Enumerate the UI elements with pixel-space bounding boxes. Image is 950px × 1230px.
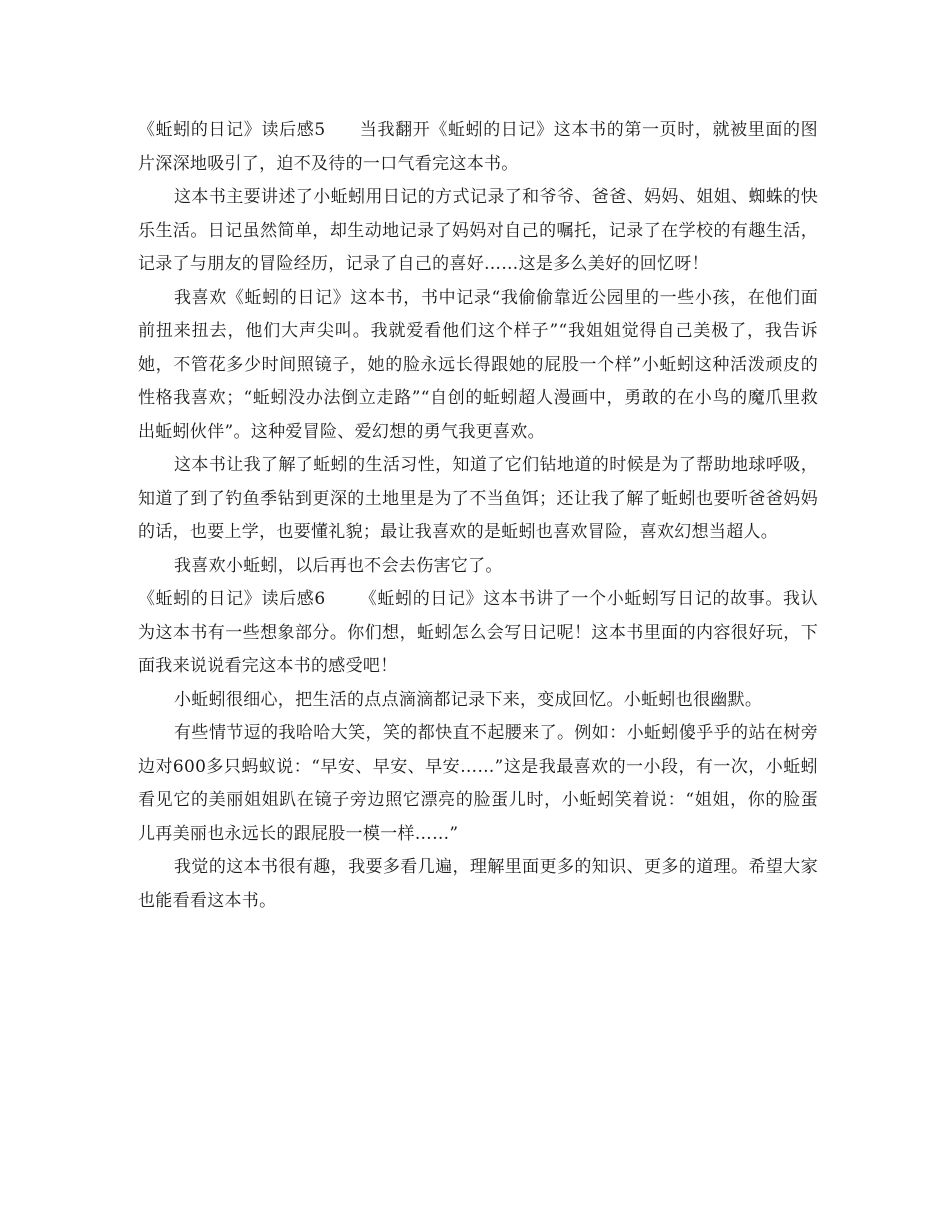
article-6-opening: [138, 583, 818, 684]
article-5-paragraph: 我喜欢小蚯蚓，以后再也不会去伤害它了。: [174, 555, 503, 576]
article-6-paragraph: 有些情节逗的我哈哈大笑，笑的都快直不起腰来了。例如：小蚯蚓傻乎乎的站在树旁边对600多只蚂蚁说：“早安、早安、早安……”这是我最喜欢的一小段，有一次，小蚯蚓看见它的美丽姐姐趴在镜子旁边照它漂亮的脸蛋儿时，小蚯蚓笑着说：“姐姐，你的脸蛋儿再美丽也永远长的跟屁股一模一样……”: [138, 723, 818, 844]
article-5-intro: 当我翻开《蚯蚓的日记》这本书的第一页时，就被里面的图片深深地吸引了，迫不及待的一口气看完这本书。: [138, 120, 818, 174]
article-6-heading: 《蚯蚓的日记》读后感6: [138, 589, 326, 609]
article-5-heading: 《蚯蚓的日记》读后感5: [138, 120, 326, 140]
article-5-opening: [138, 114, 818, 181]
article-6-paragraph: 小蚯蚓很细心，把生活的点点滴滴都记录下来，变成回忆。小蚯蚓也很幽默。: [174, 689, 763, 710]
article-5-paragraph: 我喜欢《蚯蚓的日记》这本书，书中记录“我偷偷靠近公园里的一些小孩，在他们面前扭来扭去，他们大声尖叫。我就爱看他们这个样子”“我姐姐觉得自己美极了，我告诉她，不管花多少时间照镜子，她的脸永远长得跟她的屁股一个样”小蚯蚓这种活泼顽皮的性格我喜欢；“蚯蚓没办法倒立走路”“自创的蚯蚓超人漫画中，勇敢的在小鸟的魔爪里救出蚯蚓伙伴”。这种爱冒险、爱幻想的勇气我更喜欢。: [138, 287, 818, 442]
article-5-paragraph: 这本书主要讲述了小蚯蚓用日记的方式记录了和爷爷、爸爸、妈妈、姐姐、蜘蛛的快乐生活。日记虽然简单，却生动地记录了妈妈对自己的嘱托，记录了在学校的有趣生活，记录了与朋友的冒险经历，记录了自己的喜好……这是多么美好的回忆呀！: [138, 187, 818, 274]
document-body: [138, 114, 818, 918]
article-6-intro: 《蚯蚓的日记》这本书讲了一个小蚯蚓写日记的故事。我认为这本书有一些想象部分。你们想，蚯蚓怎么会写日记呢！这本书里面的内容很好玩，下面我来说说看完这本书的感受吧！: [138, 589, 818, 676]
article-5-paragraph: 这本书让我了解了蚯蚓的生活习性，知道了它们钻地道的时候是为了帮助地球呼吸，知道了到了钓鱼季钻到更深的土地里是为了不当鱼饵；还让我了解了蚯蚓也要听爸爸妈妈的话，也要上学，也要懂礼貌；最让我喜欢的是蚯蚓也喜欢冒险，喜欢幻想当超人。: [138, 455, 818, 542]
article-6-paragraph: 我觉的这本书很有趣，我要多看几遍，理解里面更多的知识、更多的道理。希望大家也能看看这本书。: [138, 857, 818, 911]
